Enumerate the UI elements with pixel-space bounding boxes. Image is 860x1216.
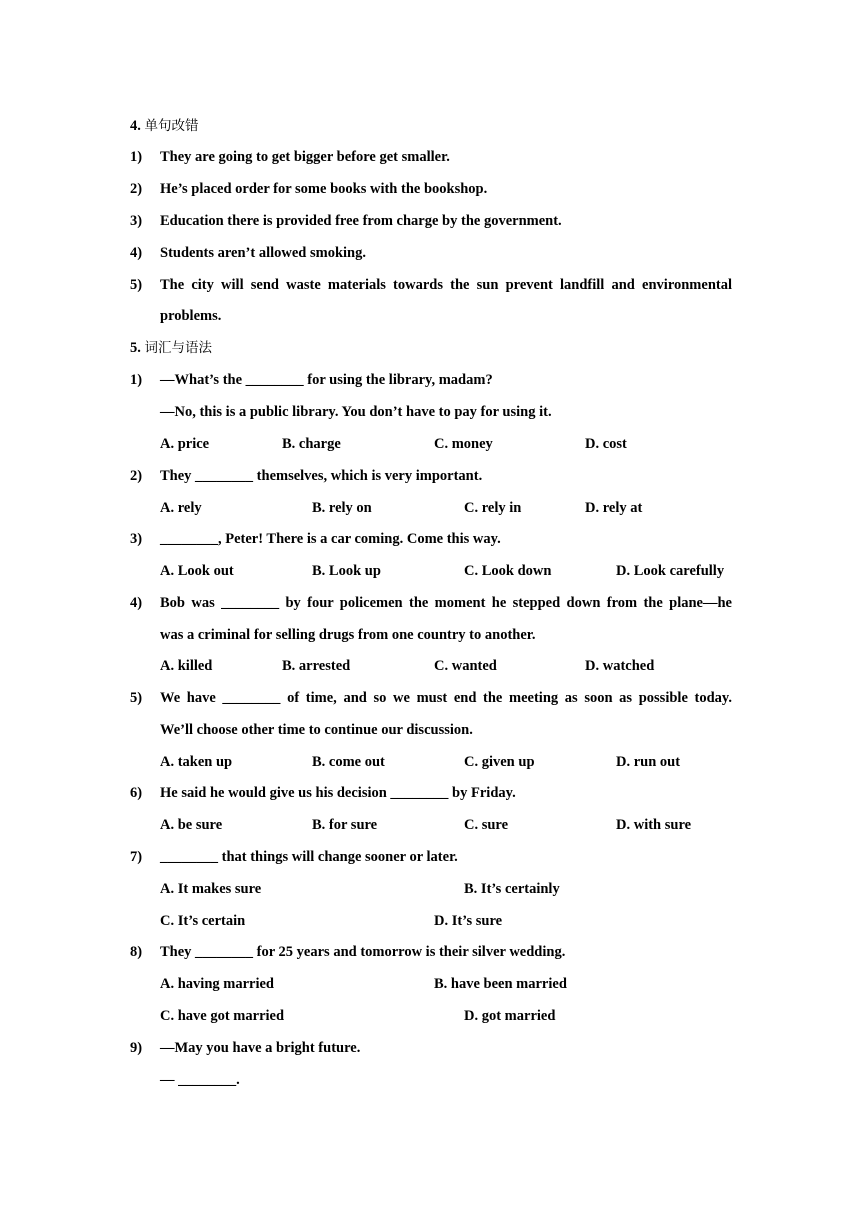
option-c[interactable]: C. wanted xyxy=(434,658,497,674)
option-d[interactable]: D. watched xyxy=(585,658,655,674)
item-number: 5) xyxy=(130,277,143,293)
question-number: 5) xyxy=(130,690,143,706)
correction-sentence-continued: problems. xyxy=(160,308,222,324)
option-c[interactable]: C. Look down xyxy=(464,563,552,579)
question-text: He said he would give us his decision ________ by Friday. xyxy=(160,785,516,801)
question-number: 2) xyxy=(130,468,143,484)
option-c[interactable]: C. have got married xyxy=(160,1008,285,1024)
correction-sentence: He’s placed order for some books with the bookshop. xyxy=(160,181,488,197)
option-c[interactable]: C. given up xyxy=(464,754,535,770)
question-number: 3) xyxy=(130,531,143,547)
question-text-continued: We’ll choose other time to continue our discussion. xyxy=(160,722,473,738)
option-b[interactable]: B. have been married xyxy=(434,976,567,992)
correction-sentence: Education there is provided free from charge by the government. xyxy=(160,213,562,229)
correction-sentence: Students aren’t allowed smoking. xyxy=(160,245,366,261)
option-b[interactable]: B. It’s certainly xyxy=(464,881,560,897)
question-text: We have ________ of time, and so we must end the meeting as soon as possible today. xyxy=(160,690,732,706)
section-4-heading: 4. 单句改错 xyxy=(130,118,199,134)
option-c[interactable]: C. It’s certain xyxy=(160,913,246,929)
question-number: 8) xyxy=(130,944,143,960)
option-d[interactable]: D. run out xyxy=(616,754,681,770)
question-number: 4) xyxy=(130,595,143,611)
question-number: 9) xyxy=(130,1040,143,1056)
option-a[interactable]: A. It makes sure xyxy=(160,881,262,897)
item-number: 2) xyxy=(130,181,143,197)
question-text: —May you have a bright future. xyxy=(160,1040,361,1056)
option-b[interactable]: B. rely on xyxy=(312,500,372,516)
option-b[interactable]: B. for sure xyxy=(312,817,378,833)
option-d[interactable]: D. cost xyxy=(585,436,627,452)
question-text: Bob was ________ by four policemen the moment he stepped down from the plane—he xyxy=(160,595,732,611)
question-text: They ________ for 25 years and tomorrow is their silver wedding. xyxy=(160,944,566,960)
question-text: ________ that things will change sooner or later. xyxy=(160,849,458,865)
correction-sentence: They are going to get bigger before get smaller. xyxy=(160,149,450,165)
answer-blank[interactable]: — ________. xyxy=(160,1072,240,1088)
option-d[interactable]: D. got married xyxy=(464,1008,556,1024)
option-b[interactable]: B. come out xyxy=(312,754,385,770)
question-number: 7) xyxy=(130,849,143,865)
option-d[interactable]: D. with sure xyxy=(616,817,692,833)
item-number: 4) xyxy=(130,245,143,261)
option-a[interactable]: A. Look out xyxy=(160,563,234,579)
question-text-continued: was a criminal for selling drugs from one country to another. xyxy=(160,627,536,643)
option-c[interactable]: C. money xyxy=(434,436,493,452)
option-d[interactable]: D. Look carefully xyxy=(616,563,725,579)
option-a[interactable]: A. price xyxy=(160,436,210,452)
option-b[interactable]: B. arrested xyxy=(282,658,351,674)
question-text: They ________ themselves, which is very important. xyxy=(160,468,483,484)
question-text: ________, Peter! There is a car coming. Come this way. xyxy=(160,531,501,547)
option-b[interactable]: B. charge xyxy=(282,436,341,452)
option-d[interactable]: D. rely at xyxy=(585,500,643,516)
option-a[interactable]: A. having married xyxy=(160,976,274,992)
correction-sentence: The city will send waste materials towards the sun prevent landfill and environmental xyxy=(160,277,732,293)
option-c[interactable]: C. sure xyxy=(464,817,509,833)
question-number: 6) xyxy=(130,785,143,801)
section-5-heading: 5. 词汇与语法 xyxy=(130,340,212,356)
item-number: 3) xyxy=(130,213,143,229)
question-text: —What’s the ________ for using the library, madam? xyxy=(160,372,493,388)
option-a[interactable]: A. rely xyxy=(160,500,202,516)
option-d[interactable]: D. It’s sure xyxy=(434,913,503,929)
option-a[interactable]: A. be sure xyxy=(160,817,223,833)
question-number: 1) xyxy=(130,372,143,388)
item-number: 1) xyxy=(130,149,143,165)
question-text-continued: —No, this is a public library. You don’t have to pay for using it. xyxy=(160,404,552,420)
option-a[interactable]: A. killed xyxy=(160,658,213,674)
option-b[interactable]: B. Look up xyxy=(312,563,381,579)
option-a[interactable]: A. taken up xyxy=(160,754,233,770)
option-c[interactable]: C. rely in xyxy=(464,500,522,516)
